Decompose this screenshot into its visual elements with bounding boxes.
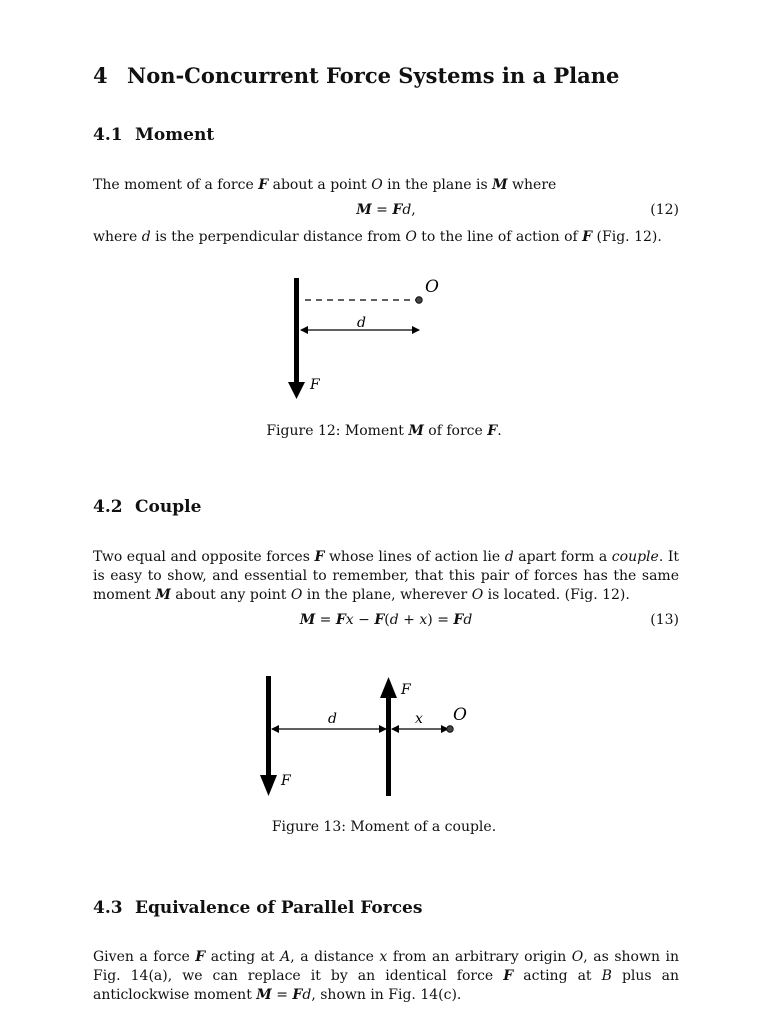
label-x: x bbox=[415, 711, 423, 727]
math-symbol: F bbox=[195, 949, 206, 965]
subsection-number: 4.3 bbox=[93, 898, 123, 918]
text: apart form a bbox=[513, 549, 612, 565]
subsection-number: 4.2 bbox=[93, 497, 123, 517]
text: where bbox=[507, 177, 557, 193]
paragraph-couple bbox=[93, 548, 679, 605]
math-symbol: x bbox=[419, 612, 428, 628]
math-symbol: F bbox=[314, 549, 325, 565]
text: about a point bbox=[268, 177, 372, 193]
text: The moment of a force bbox=[93, 177, 259, 193]
math-symbol: F bbox=[582, 229, 593, 245]
text: whose lines of action lie bbox=[324, 549, 505, 565]
math-symbol: B bbox=[601, 968, 612, 984]
math-operator: ( bbox=[384, 612, 390, 628]
force-line bbox=[294, 278, 299, 383]
label-f-down: F bbox=[281, 773, 291, 789]
text: to the line of action of bbox=[416, 229, 583, 245]
label-f: F bbox=[310, 377, 320, 393]
math-symbol: d bbox=[463, 612, 473, 628]
math-symbol: F bbox=[487, 423, 498, 439]
math-symbol: d bbox=[141, 229, 151, 245]
text: is the perpendicular distance from bbox=[150, 229, 406, 245]
math-symbol: x bbox=[379, 949, 388, 965]
force-down-arrowhead bbox=[260, 775, 277, 796]
text: Figure 12: Moment bbox=[266, 423, 409, 439]
label-d: d bbox=[328, 711, 337, 727]
math-symbol: F bbox=[392, 202, 403, 218]
math-symbol: d bbox=[302, 987, 312, 1003]
math-symbol: M bbox=[299, 612, 316, 628]
math-symbol: F bbox=[335, 612, 346, 628]
math-symbol: d bbox=[504, 549, 514, 565]
subsection-title: Couple bbox=[135, 497, 202, 517]
subsection-title: Equivalence of Parallel Forces bbox=[135, 898, 423, 918]
text: acting at bbox=[205, 949, 281, 965]
math-operator: = bbox=[315, 612, 336, 628]
force-up-line bbox=[386, 697, 391, 796]
math-symbol: F bbox=[453, 612, 464, 628]
math-symbol: F bbox=[503, 968, 514, 984]
figure-13-caption bbox=[0, 819, 768, 835]
force-up-arrowhead bbox=[380, 677, 397, 698]
section-number: 4 bbox=[93, 63, 108, 88]
math-symbol: M bbox=[492, 177, 508, 193]
section-title: Non-Concurrent Force Systems in a Plane bbox=[127, 63, 620, 88]
math-symbol: O bbox=[571, 949, 584, 965]
text: acting at bbox=[513, 968, 602, 984]
text: about any point bbox=[170, 587, 291, 603]
math-symbol: F bbox=[292, 987, 303, 1003]
text: , as shown in Fig. 14(a), we can replace it by an identical force bbox=[93, 949, 680, 984]
math-symbol: d bbox=[389, 612, 399, 628]
equation-13 bbox=[93, 612, 679, 628]
point-o-marker bbox=[416, 297, 423, 304]
label-o: O bbox=[425, 277, 439, 297]
math-operator: = bbox=[371, 202, 393, 218]
text: from an arbitrary origin bbox=[387, 949, 572, 965]
text: is located. (Fig. 12). bbox=[483, 587, 630, 603]
subsection-title: Moment bbox=[135, 125, 215, 145]
force-arrowhead bbox=[288, 382, 305, 399]
text: Figure 13: Moment of a couple. bbox=[271, 819, 497, 835]
text: Given a force bbox=[93, 949, 196, 965]
text: , shown in Fig. 14(c). bbox=[311, 987, 462, 1003]
equation-number: (12) bbox=[650, 202, 679, 218]
math-operator: = bbox=[271, 987, 293, 1003]
math-operator: , bbox=[411, 202, 416, 218]
paragraph-equivalence bbox=[93, 948, 679, 1005]
text: in the plane is bbox=[382, 177, 493, 193]
subsection-number: 4.1 bbox=[93, 125, 123, 145]
math-symbol: O bbox=[471, 587, 484, 603]
text: Two equal and opposite forces bbox=[93, 549, 315, 565]
math-operator: − bbox=[353, 612, 375, 628]
math-symbol: M bbox=[356, 202, 372, 218]
math-symbol: M bbox=[155, 587, 171, 603]
label-o: O bbox=[453, 705, 467, 725]
text: in the plane, wherever bbox=[302, 587, 472, 603]
math-symbol: O bbox=[290, 587, 303, 603]
math-operator: ) = bbox=[427, 612, 454, 628]
text: where bbox=[93, 229, 142, 245]
equation-number: (13) bbox=[650, 612, 679, 628]
label-d: d bbox=[357, 315, 366, 331]
math-symbol: F bbox=[258, 177, 269, 193]
math-symbol: F bbox=[374, 612, 385, 628]
text: of force bbox=[423, 423, 488, 439]
math-symbol: A bbox=[280, 949, 291, 965]
text: , a distance bbox=[290, 949, 380, 965]
point-o-marker bbox=[447, 726, 454, 733]
text: (Fig. 12). bbox=[592, 229, 662, 245]
math-symbol: M bbox=[256, 987, 272, 1003]
text: . It is easy to show, and essential to remember, that this pair of forces has the same moment bbox=[93, 549, 679, 603]
subsection-heading-couple bbox=[93, 497, 201, 517]
figure-12-caption bbox=[0, 423, 768, 439]
math-symbol: M bbox=[408, 423, 424, 439]
math-symbol: x bbox=[345, 612, 354, 628]
label-f-up: F bbox=[401, 682, 411, 698]
math-symbol: O bbox=[371, 177, 383, 193]
math-symbol: d bbox=[402, 202, 412, 218]
math-operator: + bbox=[398, 612, 420, 628]
text: . bbox=[497, 423, 502, 439]
text: plus an anticlockwise moment bbox=[93, 968, 680, 1003]
force-down-line bbox=[266, 676, 271, 776]
math-symbol: O bbox=[405, 229, 417, 245]
emphasis: couple bbox=[611, 549, 659, 565]
subsection-heading-equivalence bbox=[93, 898, 422, 918]
